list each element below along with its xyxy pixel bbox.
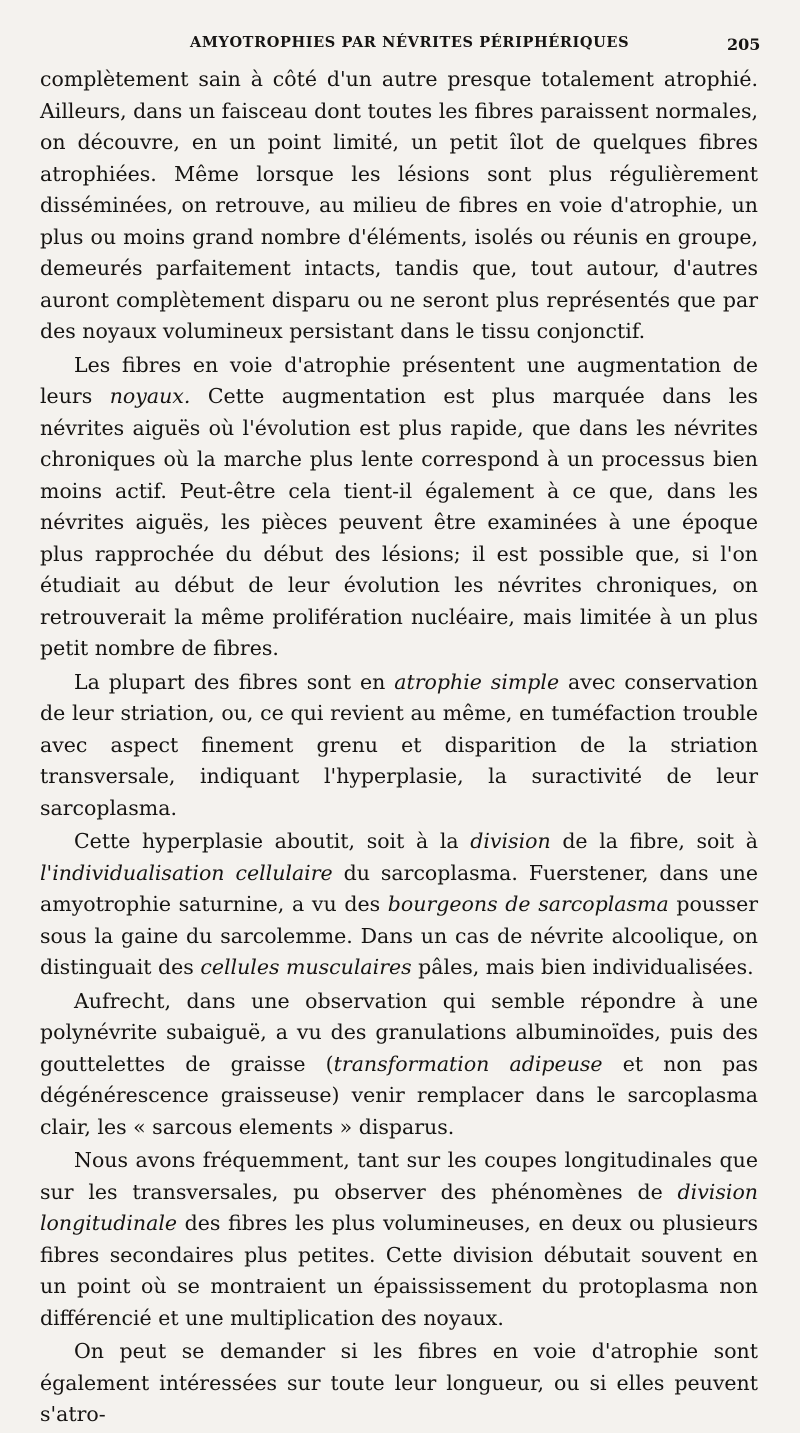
paragraph bbox=[40, 350, 758, 665]
italic-run: noyaux. bbox=[109, 384, 191, 408]
text-run: La plupart des fibres sont en bbox=[74, 669, 395, 694]
italic-run: atrophie simple bbox=[394, 669, 560, 694]
text-run: et non pas dégénérescence graisseuse) venir remplacer dans le sarcoplasma clair, les « sarcous elements » disparus. bbox=[40, 1051, 758, 1139]
italic-run: l'individualisation cellulaire bbox=[40, 860, 333, 885]
text-run: du sarcoplasma. Fuerstener, dans une amyotrophie saturnine, a vu des bbox=[40, 860, 758, 916]
italic-run: transformation adipeuse bbox=[333, 1051, 603, 1076]
text-run: pousser sous la gaine du sarcolemme. Dans un cas de névrite alcoolique, on distinguait des bbox=[40, 892, 758, 979]
paragraph bbox=[40, 826, 758, 984]
paragraph bbox=[40, 1336, 758, 1431]
running-title: AMYOTROPHIES PAR NÉVRITES PÉRIPHÉRIQUES bbox=[190, 34, 630, 51]
text-run: Cette hyperplasie aboutit, soit à la bbox=[74, 829, 471, 853]
text-run: pâles, mais bien individualisées. bbox=[411, 955, 754, 979]
paragraph bbox=[40, 986, 758, 1144]
italic-run: bourgeons de sarcoplasma bbox=[387, 892, 669, 916]
running-head bbox=[0, 34, 800, 58]
italic-run: cellules musculaires bbox=[200, 955, 412, 979]
text-run: Cette augmentation est plus marquée dans les névrites aiguës où l'évolution est plus rapide, que dans les névrites chroniques où la marche plus lente correspond à un processus bien moins actif. Peut-être cela tient-il également à ce que, dans les névrites aiguës, les pièces peuvent être examinées à une époque plus rapprochée du début des lésions; il est possible que, si l'on étudiait au début de leur évolution les névrites chroniques, on retrouverait la même prolifération nucléaire, mais limitée à un plus petit nombre de fibres. bbox=[40, 384, 759, 660]
text-run: Nous avons fréquemment, tant sur les coupes longitudinales que sur les transversales, pu observer des phénomènes de bbox=[40, 1148, 758, 1204]
body-text bbox=[40, 64, 758, 1433]
text-run: On peut se demander si les fibres en voie d'atrophie sont également intéressées sur toute leur longueur, ou si elles peuvent s'atro- bbox=[40, 1339, 758, 1426]
paragraph bbox=[40, 1145, 758, 1334]
italic-run: division longitudinale bbox=[40, 1179, 758, 1235]
text-run: des fibres les plus volumineuses, en deux ou plusieurs fibres secondaires plus petites. Cette division débutait souvent en un point où se montraient un épaississement du protoplasma non différencié et une multiplication des noyaux. bbox=[40, 1211, 758, 1330]
italic-run: division bbox=[470, 829, 551, 853]
paragraph bbox=[40, 64, 758, 348]
text-run: complètement sain à côté d'un autre presque totalement atrophié. Ailleurs, dans un faisceau dont toutes les fibres paraissent normales, on découvre, en un point limité, un petit îlot de quelques fibres atrophiées. Même lorsque les lésions sont plus régulièrement disséminées, on retrouve, au milieu de fibres en voie d'atrophie, un plus ou moins grand nombre d'éléments, isolés ou réunis en groupe, demeurés parfaitement intacts, tandis que, tout autour, d'autres auront complètement disparu ou ne seront plus représentés que par des noyaux volumineux persistant dans le tissu conjonctif. bbox=[40, 67, 758, 343]
page-number: 205 bbox=[727, 35, 761, 54]
text-run: Aufrecht, dans une observation qui semble répondre à une polynévrite subaiguë, a vu des granulations albuminoïdes, puis des gouttelettes de graisse ( bbox=[40, 988, 758, 1076]
paragraph bbox=[40, 667, 758, 825]
text-run: Les fibres en voie d'atrophie présentent une augmentation de leurs bbox=[40, 352, 758, 408]
text-run: de la fibre, soit à bbox=[550, 829, 758, 853]
text-run: avec conservation de leur striation, ou, ce qui revient au même, en tuméfaction trouble avec aspect finement grenu et disparition de la striation transversale, indiquant l'hyperplasie, la suractivité de leur sarcoplasma. bbox=[40, 669, 758, 820]
